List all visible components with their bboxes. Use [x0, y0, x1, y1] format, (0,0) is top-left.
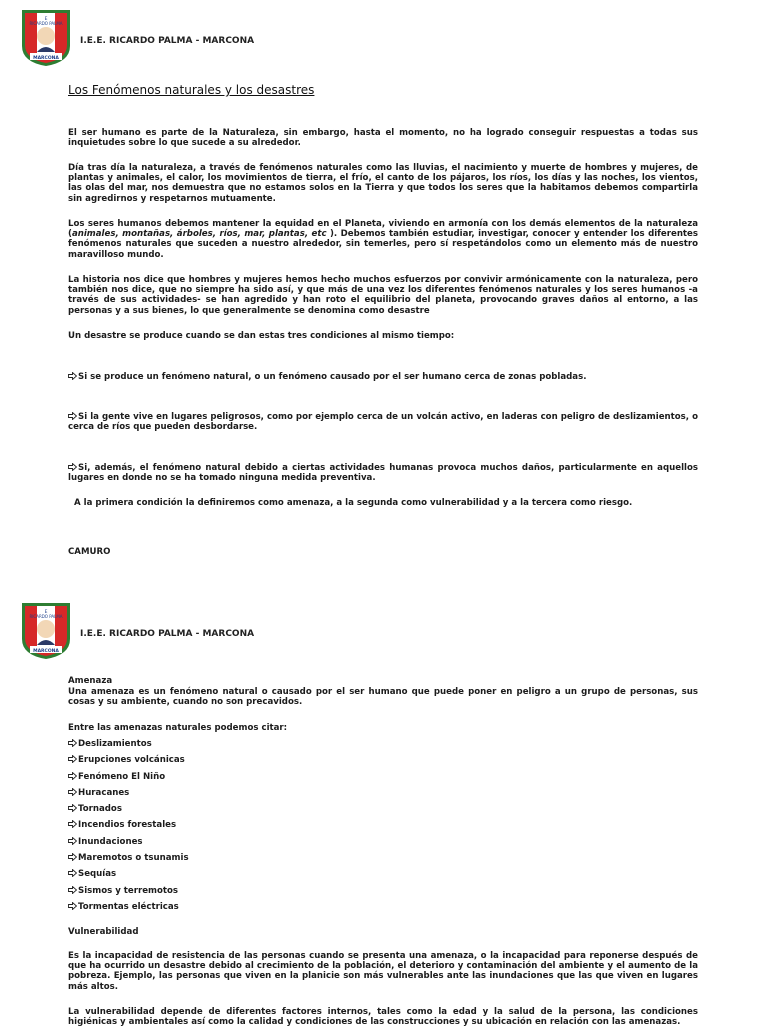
arrow-icon [68, 804, 78, 814]
threat-list-item [68, 739, 189, 755]
school-crest-logo [20, 8, 72, 68]
arrow-icon [68, 772, 78, 782]
threat-label: Sequías [78, 869, 117, 880]
threat-list-item [68, 755, 189, 771]
author-signature: CAMURO [68, 547, 111, 557]
arrow-icon [68, 463, 78, 473]
paragraph-definitions: A la primera condición la definiremos como amenaza, a la segunda como vulnerabilidad y a la tercera como riesgo. [74, 498, 633, 508]
threat-list-item [68, 820, 189, 836]
svg-text:RICARDO PALMA: RICARDO PALMA [29, 21, 63, 26]
paragraph-disaster-conditions: Un desastre se produce cuando se dan estas tres condiciones al mismo tiempo: [68, 331, 455, 341]
svg-text:E: E [44, 610, 48, 615]
threat-list-item [68, 886, 189, 902]
threat-list-item [68, 772, 189, 788]
arrow-icon [68, 412, 78, 422]
svg-text:RICARDO PALMA: RICARDO PALMA [29, 614, 63, 619]
arrow-icon [68, 853, 78, 863]
threat-label: Erupciones volcánicas [78, 755, 185, 766]
arrow-icon [68, 788, 78, 798]
threat-list-item [68, 902, 189, 918]
paragraph-equity: Los seres humanos debemos mantener la equidad en el Planeta, viviendo en armonía con los demás elementos de la naturaleza (animales, montañas, árboles, ríos, mar, plantas, etc ). Debemos también estudiar, investigar, conocer y entender los diferentes fenómenos naturales que suceden a nuestro alrededor, sin temerles, pero sí respetándolos como un elemento más de nuestro maravilloso mundo. [68, 219, 698, 260]
threat-list-item [68, 853, 189, 869]
threats-list-intro: Entre las amenazas naturales podemos citar: [68, 723, 288, 733]
page-title: Los Fenómenos naturales y los desastres [68, 83, 315, 97]
threats-list [68, 739, 189, 918]
threat-list-item [68, 869, 189, 885]
amenaza-definition: Una amenaza es un fenómeno natural o causado por el ser humano que puede poner en peligro a un grupo de personas, sus cosas y su ambiente, cuando no son precavidos. [68, 687, 698, 708]
condition-item-3: Si, además, el fenómeno natural debido a ciertas actividades humanas provoca muchos daños, particularmente en aquellos lugares en donde no se ha tomado ninguna medida preventiva. [68, 463, 698, 484]
paragraph-history: La historia nos dice que hombres y mujeres hemos hecho muchos esfuerzos por convivir armónicamente con la naturaleza, pero también nos dice, que no siempre ha sido así, y que más de una vez los diferentes fenómenos naturales y los seres humanos -a través de sus actividades- se han agredido y han roto el equilibrio del planeta, provocando graves daños al entorno, a las personas y a sus bienes, lo que generalmente se denomina como desastre [68, 275, 698, 316]
paragraph-intro: El ser humano es parte de la Naturaleza, sin embargo, hasta el momento, no ha logrado conseguir respuestas a todas sus inquietudes sobre lo que sucede a su alrededor. [68, 128, 698, 149]
school-name-header-page2: I.E.E. RICARDO PALMA - MARCONA [80, 629, 255, 639]
vulnerabilidad-paragraph-2: La vulnerabilidad depende de diferentes factores internos, tales como la edad y la salud de la persona, las condiciones higiénicas y ambientales así como la calidad y condiciones de las construcciones y su ubicación en relación con las amenazas. [68, 1007, 698, 1027]
paragraph-italic-list: animales, montañas, árboles, ríos, mar, plantas, etc [71, 229, 327, 240]
arrow-icon [68, 886, 78, 896]
condition-item-1: Si se produce un fenómeno natural, o un fenómeno causado por el ser humano cerca de zonas pobladas. [68, 372, 698, 382]
svg-text:MARCONA: MARCONA [33, 649, 59, 654]
threat-label: Inundaciones [78, 836, 143, 847]
arrow-icon [68, 739, 78, 749]
threat-label: Deslizamientos [78, 739, 152, 749]
arrow-icon [68, 869, 78, 879]
condition-item-2: Si la gente vive en lugares peligrosos, como por ejemplo cerca de un volcán activo, en laderas con peligro de deslizamientos, o cerca de ríos que pueden desbordarse. [68, 412, 698, 433]
school-name-header: I.E.E. RICARDO PALMA - MARCONA [80, 36, 255, 46]
svg-text:MARCONA: MARCONA [33, 56, 59, 61]
arrow-icon [68, 820, 78, 830]
arrow-icon [68, 902, 78, 912]
amenaza-heading: Amenaza [68, 676, 113, 686]
threat-label: Fenómeno El Niño [78, 771, 166, 782]
threat-label: Sismos y terremotos [78, 885, 179, 896]
vulnerabilidad-heading: Vulnerabilidad [68, 927, 139, 937]
threat-list-item [68, 788, 189, 804]
school-crest-logo-page2 [20, 601, 72, 661]
threat-label: Maremotos o tsunamis [78, 853, 189, 864]
threat-label: Incendios forestales [78, 820, 177, 831]
threat-list-item [68, 837, 189, 853]
arrow-icon [68, 755, 78, 765]
threat-label: Tornados [78, 804, 122, 815]
arrow-icon [68, 837, 78, 847]
threat-list-item [68, 804, 189, 820]
threat-label: Tormentas eléctricas [78, 901, 179, 912]
threat-label: Huracanes [78, 787, 130, 798]
vulnerabilidad-paragraph-1: Es la incapacidad de resistencia de las personas cuando se presenta una amenaza, o la incapacidad para reponerse después de que ha ocurrido un desastre debido al crecimiento de la población, el deterioro y contaminación del ambiente y el aumento de la pobreza. Ejemplo, las personas que viven en la planicie son más vulnerables ante las inundaciones que las que viven en lugares más altos. [68, 951, 698, 992]
paragraph-phenomena: Día tras día la naturaleza, a través de fenómenos naturales como las lluvias, el nacimiento y muerte de hombres y mujeres, de plantas y animales, el calor, los movimientos de tierra, el frío, el canto de los pájaros, los ríos, los días y las noches, los vientos, las olas del mar, nos demuestra que no estamos solos en la Tierra y que todos los seres que la habitamos debemos compartirla sin agredirnos y respetarnos mutuamente. [68, 163, 698, 204]
svg-text:E: E [44, 17, 48, 22]
arrow-icon [68, 372, 78, 382]
